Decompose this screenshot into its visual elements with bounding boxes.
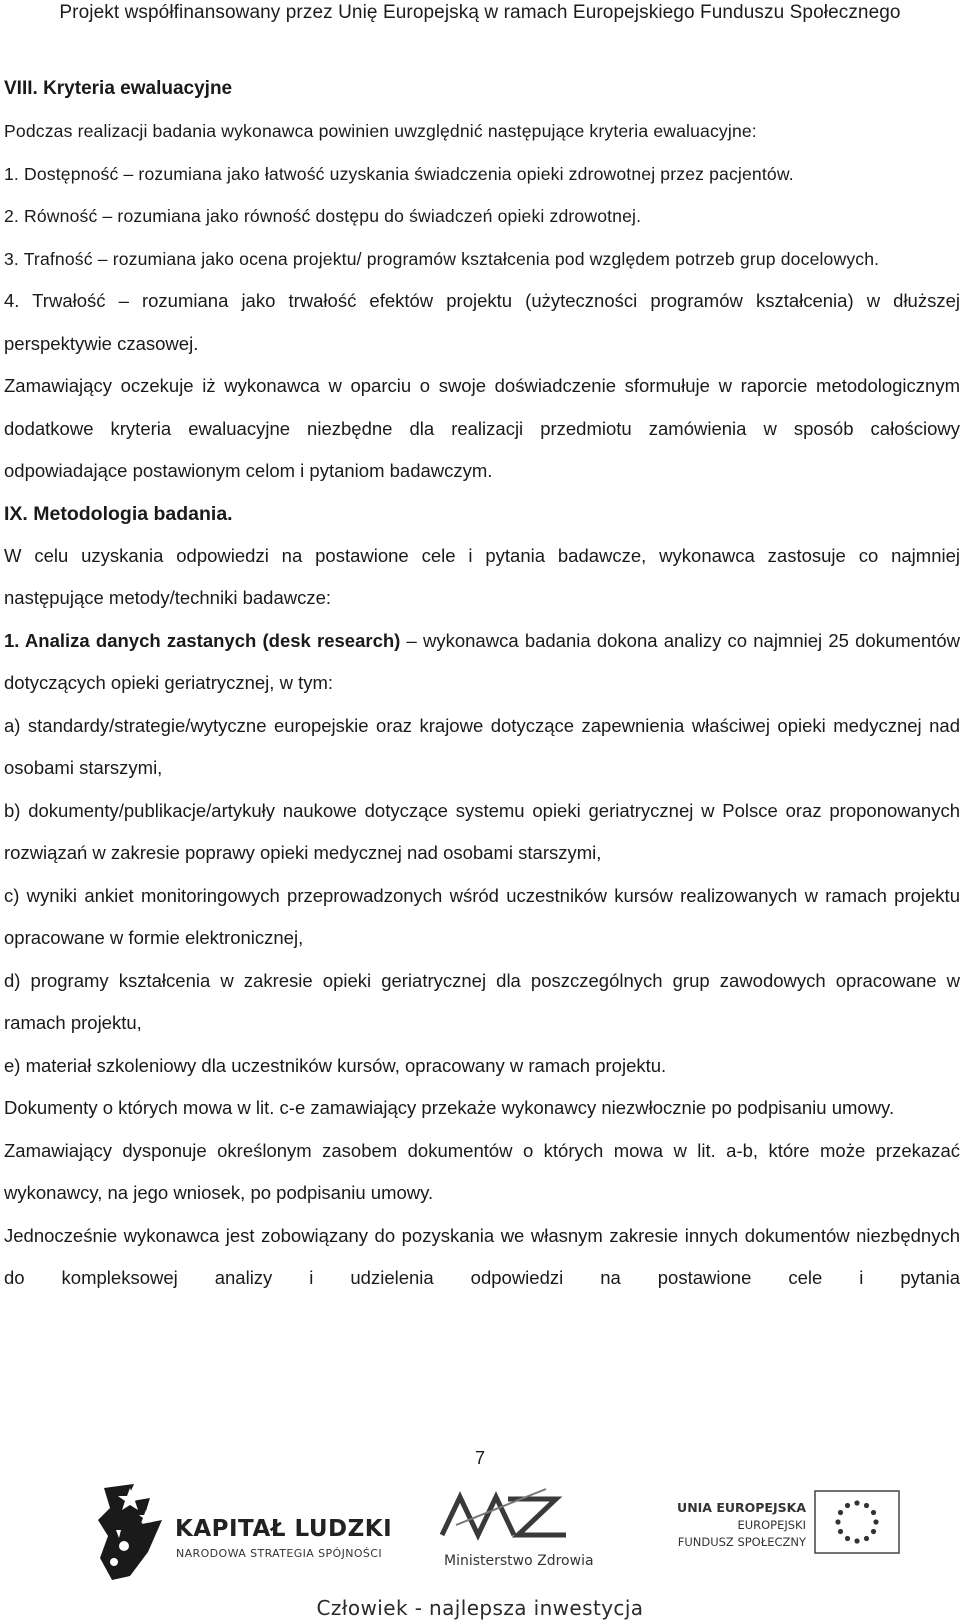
criterion-item: 4. Trwałość – rozumiana jako trwałość efektów projektu (użyteczności programów kształcenia) w dłuższej perspektywie czasowej. xyxy=(4,290,960,354)
ministry-emblem-icon xyxy=(438,1485,578,1549)
paragraph: Jednocześnie wykonawca jest zobowiązany do pozyskania we własnym zakresie innych dokumentów niezbędnych do kompleksowej analizy i udzielenia odpowiedzi na postawione cele i pytania xyxy=(4,1224,960,1288)
footer-slogan: Człowiek - najlepsza inwestycja xyxy=(316,1596,644,1620)
page-number: 7 xyxy=(474,1448,485,1468)
paragraph: Dokumenty o których mowa w lit. c-e zamawiający przekaże wykonawcy niezwłocznie po podpisaniu umowy. xyxy=(4,1097,895,1118)
document-type-item: a) standardy/strategie/wytyczne europejskie oraz krajowe dotyczące zapewnienia właściwej opieki medycznej nad osobami starszymi, xyxy=(4,714,960,778)
kapital-ludzki-subtitle: NARODOWA STRATEGIA SPÓJNOŚCI xyxy=(176,1547,383,1560)
method-1-name: 1. Analiza danych zastanych (desk research) xyxy=(4,629,401,651)
eu-title: UNIA EUROPEJSKA xyxy=(677,1500,806,1515)
criterion-item: 1. Dostępność – rozumiana jako łatwość uzyskania świadczenia opieki zdrowotnej przez pacjentów. xyxy=(4,163,794,184)
criterion-item: 2. Równość – rozumiana jako równość dostępu do świadczeń opieki zdrowotnej. xyxy=(4,206,642,226)
method-1 xyxy=(4,620,960,705)
page-header: Projekt współfinansowany przez Unię Europejską w ramach Europejskiego Funduszu Społecznego xyxy=(59,2,901,23)
ministry-of-health-logo xyxy=(438,1485,594,1585)
section-ix-title: IX. Metodologia badania. xyxy=(4,502,233,525)
criterion-item: 3. Trafność – rozumiana jako ocena projektu/ programów kształcenia pod względem potrzeb grup docelowych. xyxy=(4,248,880,269)
eu-line-3: FUNDUSZ SPOŁECZNY xyxy=(677,1535,806,1549)
kapital-ludzki-logo xyxy=(90,1480,393,1585)
kapital-ludzki-title: KAPITAŁ LUDZKI xyxy=(175,1516,393,1542)
document-type-item: c) wyniki ankiet monitoringowych przeprowadzonych wśród uczestników kursów realizowanych w ramach projektu opracowane w formie elektronicznej, xyxy=(4,884,960,948)
eu-flag-icon xyxy=(814,1490,900,1554)
kapital-ludzki-emblem-icon xyxy=(90,1480,172,1585)
section-viii-closing: Zamawiający oczekuje iż wykonawca w oparciu o swoje doświadczenie sformułuje w raporcie metodologicznym dodatkowe kryteria ewaluacyjne niezbędne dla realizacji przedmiotu zamówienia w sposób całościowy odpowiadające postawionym celom i pytaniom badawczym. xyxy=(4,375,960,481)
section-viii-title: VIII. Kryteria ewaluacyjne xyxy=(4,78,233,99)
document-type-item: e) materiał szkoleniowy dla uczestników kursów, opracowany w ramach projektu. xyxy=(4,1054,667,1076)
eu-line-2: EUROPEJSKI xyxy=(737,1518,806,1532)
document-type-item: d) programy kształcenia w zakresie opieki geriatrycznej dla poszczególnych grup zawodowych opracowane w ramach projektu, xyxy=(4,969,960,1033)
eu-text-block xyxy=(677,1498,806,1551)
european-union-logo xyxy=(668,1490,928,1580)
footer-logos xyxy=(0,1480,960,1590)
document-type-item: b) dokumenty/publikacje/artykuły naukowe dotyczące systemu opieki geriatrycznej w Polsce oraz proponowanych rozwiązań w zakresie poprawy opieki medycznej nad osobami starszymi, xyxy=(4,799,960,863)
section-ix-intro: W celu uzyskania odpowiedzi na postawione cele i pytania badawcze, wykonawca zastosuje co najmniej następujące metody/techniki badawcze: xyxy=(4,544,960,608)
document-body xyxy=(4,68,960,1300)
ministry-label: Ministerstwo Zdrowia xyxy=(444,1553,594,1569)
method-1-description: – wykonawca badania dokona analizy co najmniej 25 dokumentów dotyczących opieki geriatrycznej, w tym: xyxy=(4,629,960,693)
section-viii-intro: Podczas realizacji badania wykonawca powinien uwzględnić następujące kryteria ewaluacyjne: xyxy=(4,121,757,141)
paragraph: Zamawiający dysponuje określonym zasobem dokumentów o których mowa w lit. a-b, które może przekazać wykonawcy, na jego wniosek, po podpisaniu umowy. xyxy=(4,1139,960,1203)
